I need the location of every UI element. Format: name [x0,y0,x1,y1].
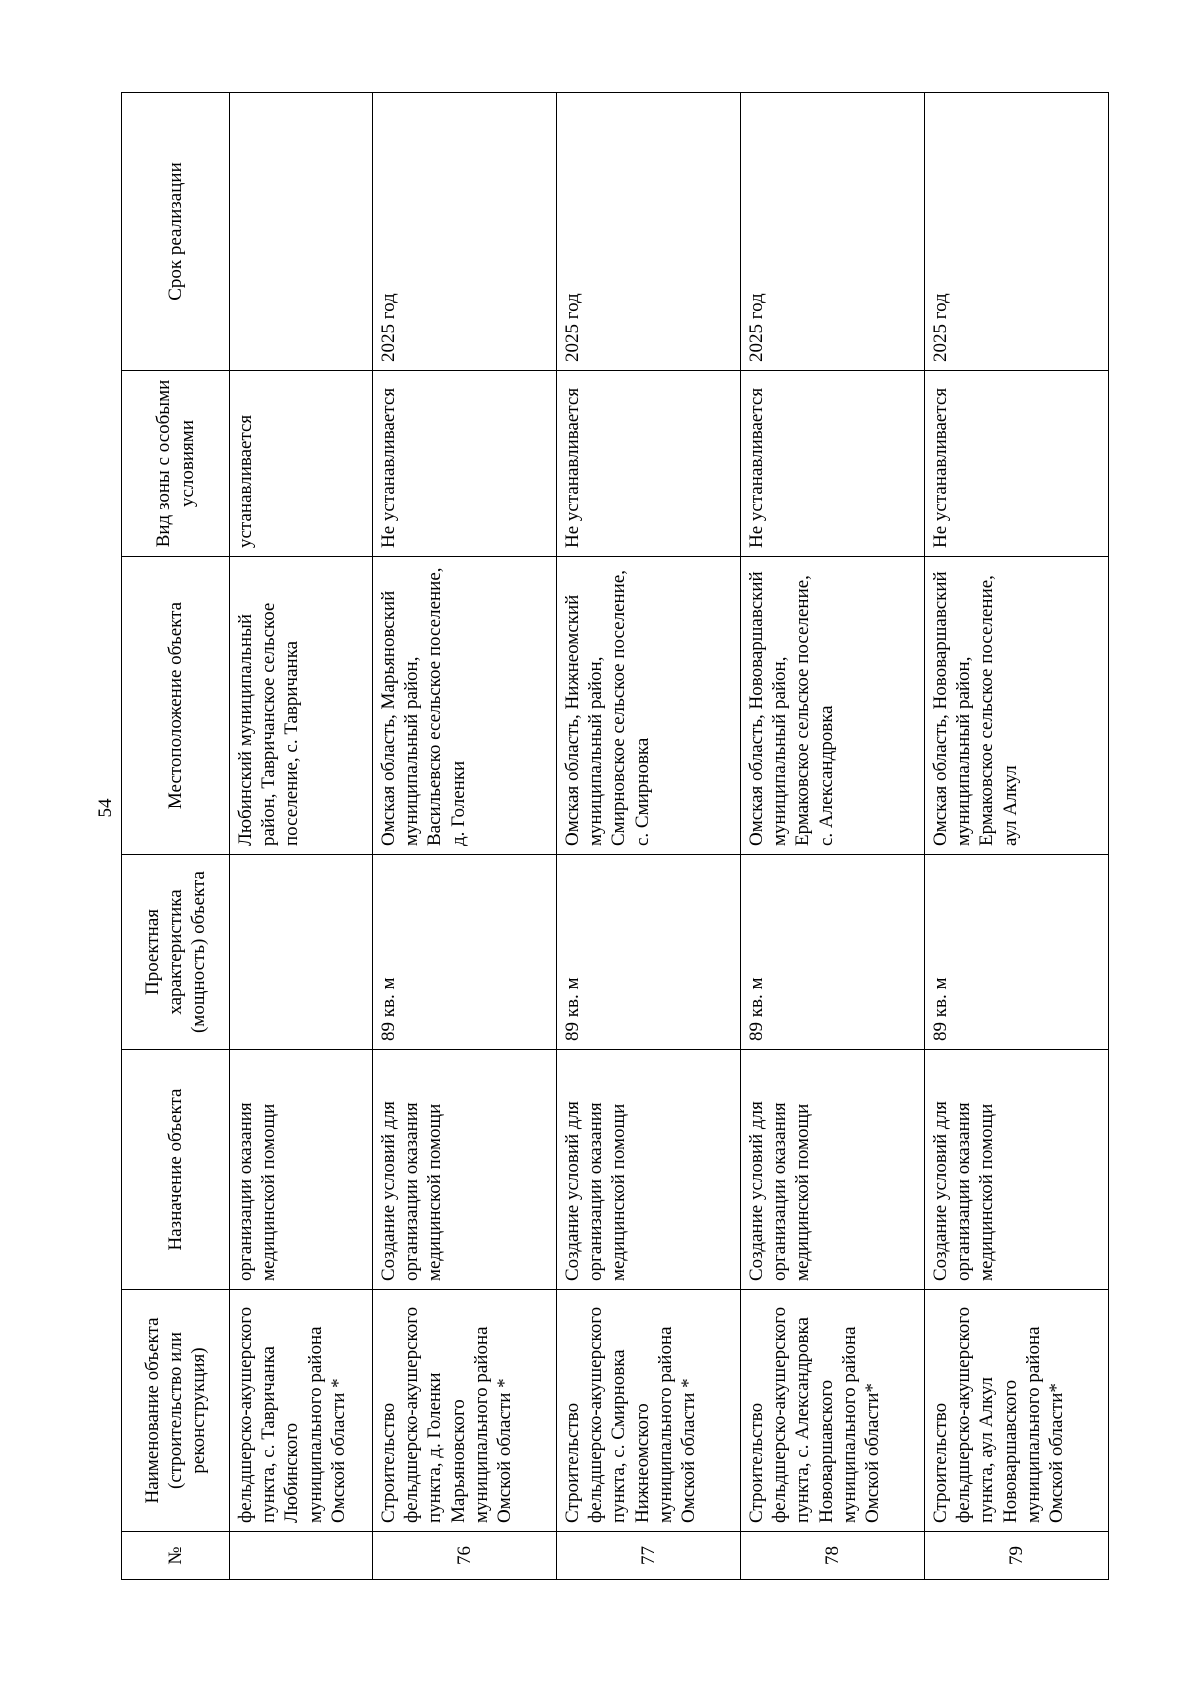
cell-term [230,93,373,371]
cell-name: Строительство фельдшерско-акушерского пункта, с. Александровка Нововаршавского муниципального района Омской области* [741,1290,925,1532]
header-purpose: Назначение объекта [122,1050,230,1290]
cell-num: 77 [557,1532,741,1580]
cell-zone: Не устанавливается [924,371,1108,557]
table-row [373,93,557,1580]
header-capacity: Проектная характеристика (мощность) объекта [122,855,230,1050]
cell-capacity: 89 кв. м [924,855,1108,1050]
cell-location: Омская область, Марьяновский муниципальный район, Васильевско есельское поселение, д. Голенки [373,557,557,855]
cell-location: Омская область, Нижнеомский муниципальный район, Смирновское сельское поселение, с. Смирновка [557,557,741,855]
cell-term: 2025 год [741,93,925,371]
cell-purpose: Создание условий для организации оказания медицинской помощи [924,1050,1108,1290]
header-zone: Вид зоны с особыми условиями [122,371,230,557]
cell-location: Омская область, Нововаршавский муниципальный район, Ермаковское сельское поселение, с. Александровка [741,557,925,855]
cell-zone: устанавливается [230,371,373,557]
cell-capacity: 89 кв. м [741,855,925,1050]
cell-term: 2025 год [373,93,557,371]
header-name: Наименование объекта (строительство или реконструкция) [122,1290,230,1532]
table-row [557,93,741,1580]
table-row [741,93,925,1580]
cell-purpose: Создание условий для организации оказания медицинской помощи [557,1050,741,1290]
cell-term: 2025 год [924,93,1108,371]
cell-num: 78 [741,1532,925,1580]
header-term: Срок реализации [122,93,230,371]
cell-purpose: Создание условий для организации оказания медицинской помощи [741,1050,925,1290]
cell-capacity [230,855,373,1050]
header-num: № [122,1532,230,1580]
cell-num: 79 [924,1532,1108,1580]
cell-num [230,1532,373,1580]
cell-num: 76 [373,1532,557,1580]
cell-location: Любинский муниципальный район, Тавричанское сельское поселение, с. Тавричанка [230,557,373,855]
cell-purpose: Создание условий для организации оказания медицинской помощи [373,1050,557,1290]
rotated-table-wrapper [121,93,1109,1580]
cell-purpose: организации оказания медицинской помощи [230,1050,373,1290]
cell-zone: Не устанавливается [557,371,741,557]
header-location: Местоположение объекта [122,557,230,855]
cell-zone: Не устанавливается [741,371,925,557]
cell-capacity: 89 кв. м [373,855,557,1050]
objects-table [121,92,1109,1580]
cell-location: Омская область, Нововаршавский муниципальный район, Ермаковское сельское поселение, аул Алкул [924,557,1108,855]
table-row [924,93,1108,1580]
cell-name: Строительство фельдшерско-акушерского пункта, д. Голенки Марьяновского муниципального района Омской области * [373,1290,557,1532]
table-header-row [122,93,230,1580]
cell-name: Строительство фельдшерско-акушерского пункта, с. Смирновка Нижнеомского муниципального района Омской области * [557,1290,741,1532]
cell-capacity: 89 кв. м [557,855,741,1050]
cell-name: Строительство фельдшерско-акушерского пункта, аул Алкул Нововаршавского муниципального района Омской области* [924,1290,1108,1532]
table-row [230,93,373,1580]
page-number: 54 [95,798,116,818]
cell-zone: Не устанавливается [373,371,557,557]
cell-term: 2025 год [557,93,741,371]
cell-name: фельдшерско-акушерского пункта, с. Тавричанка Любинского муниципального района Омской области * [230,1290,373,1532]
